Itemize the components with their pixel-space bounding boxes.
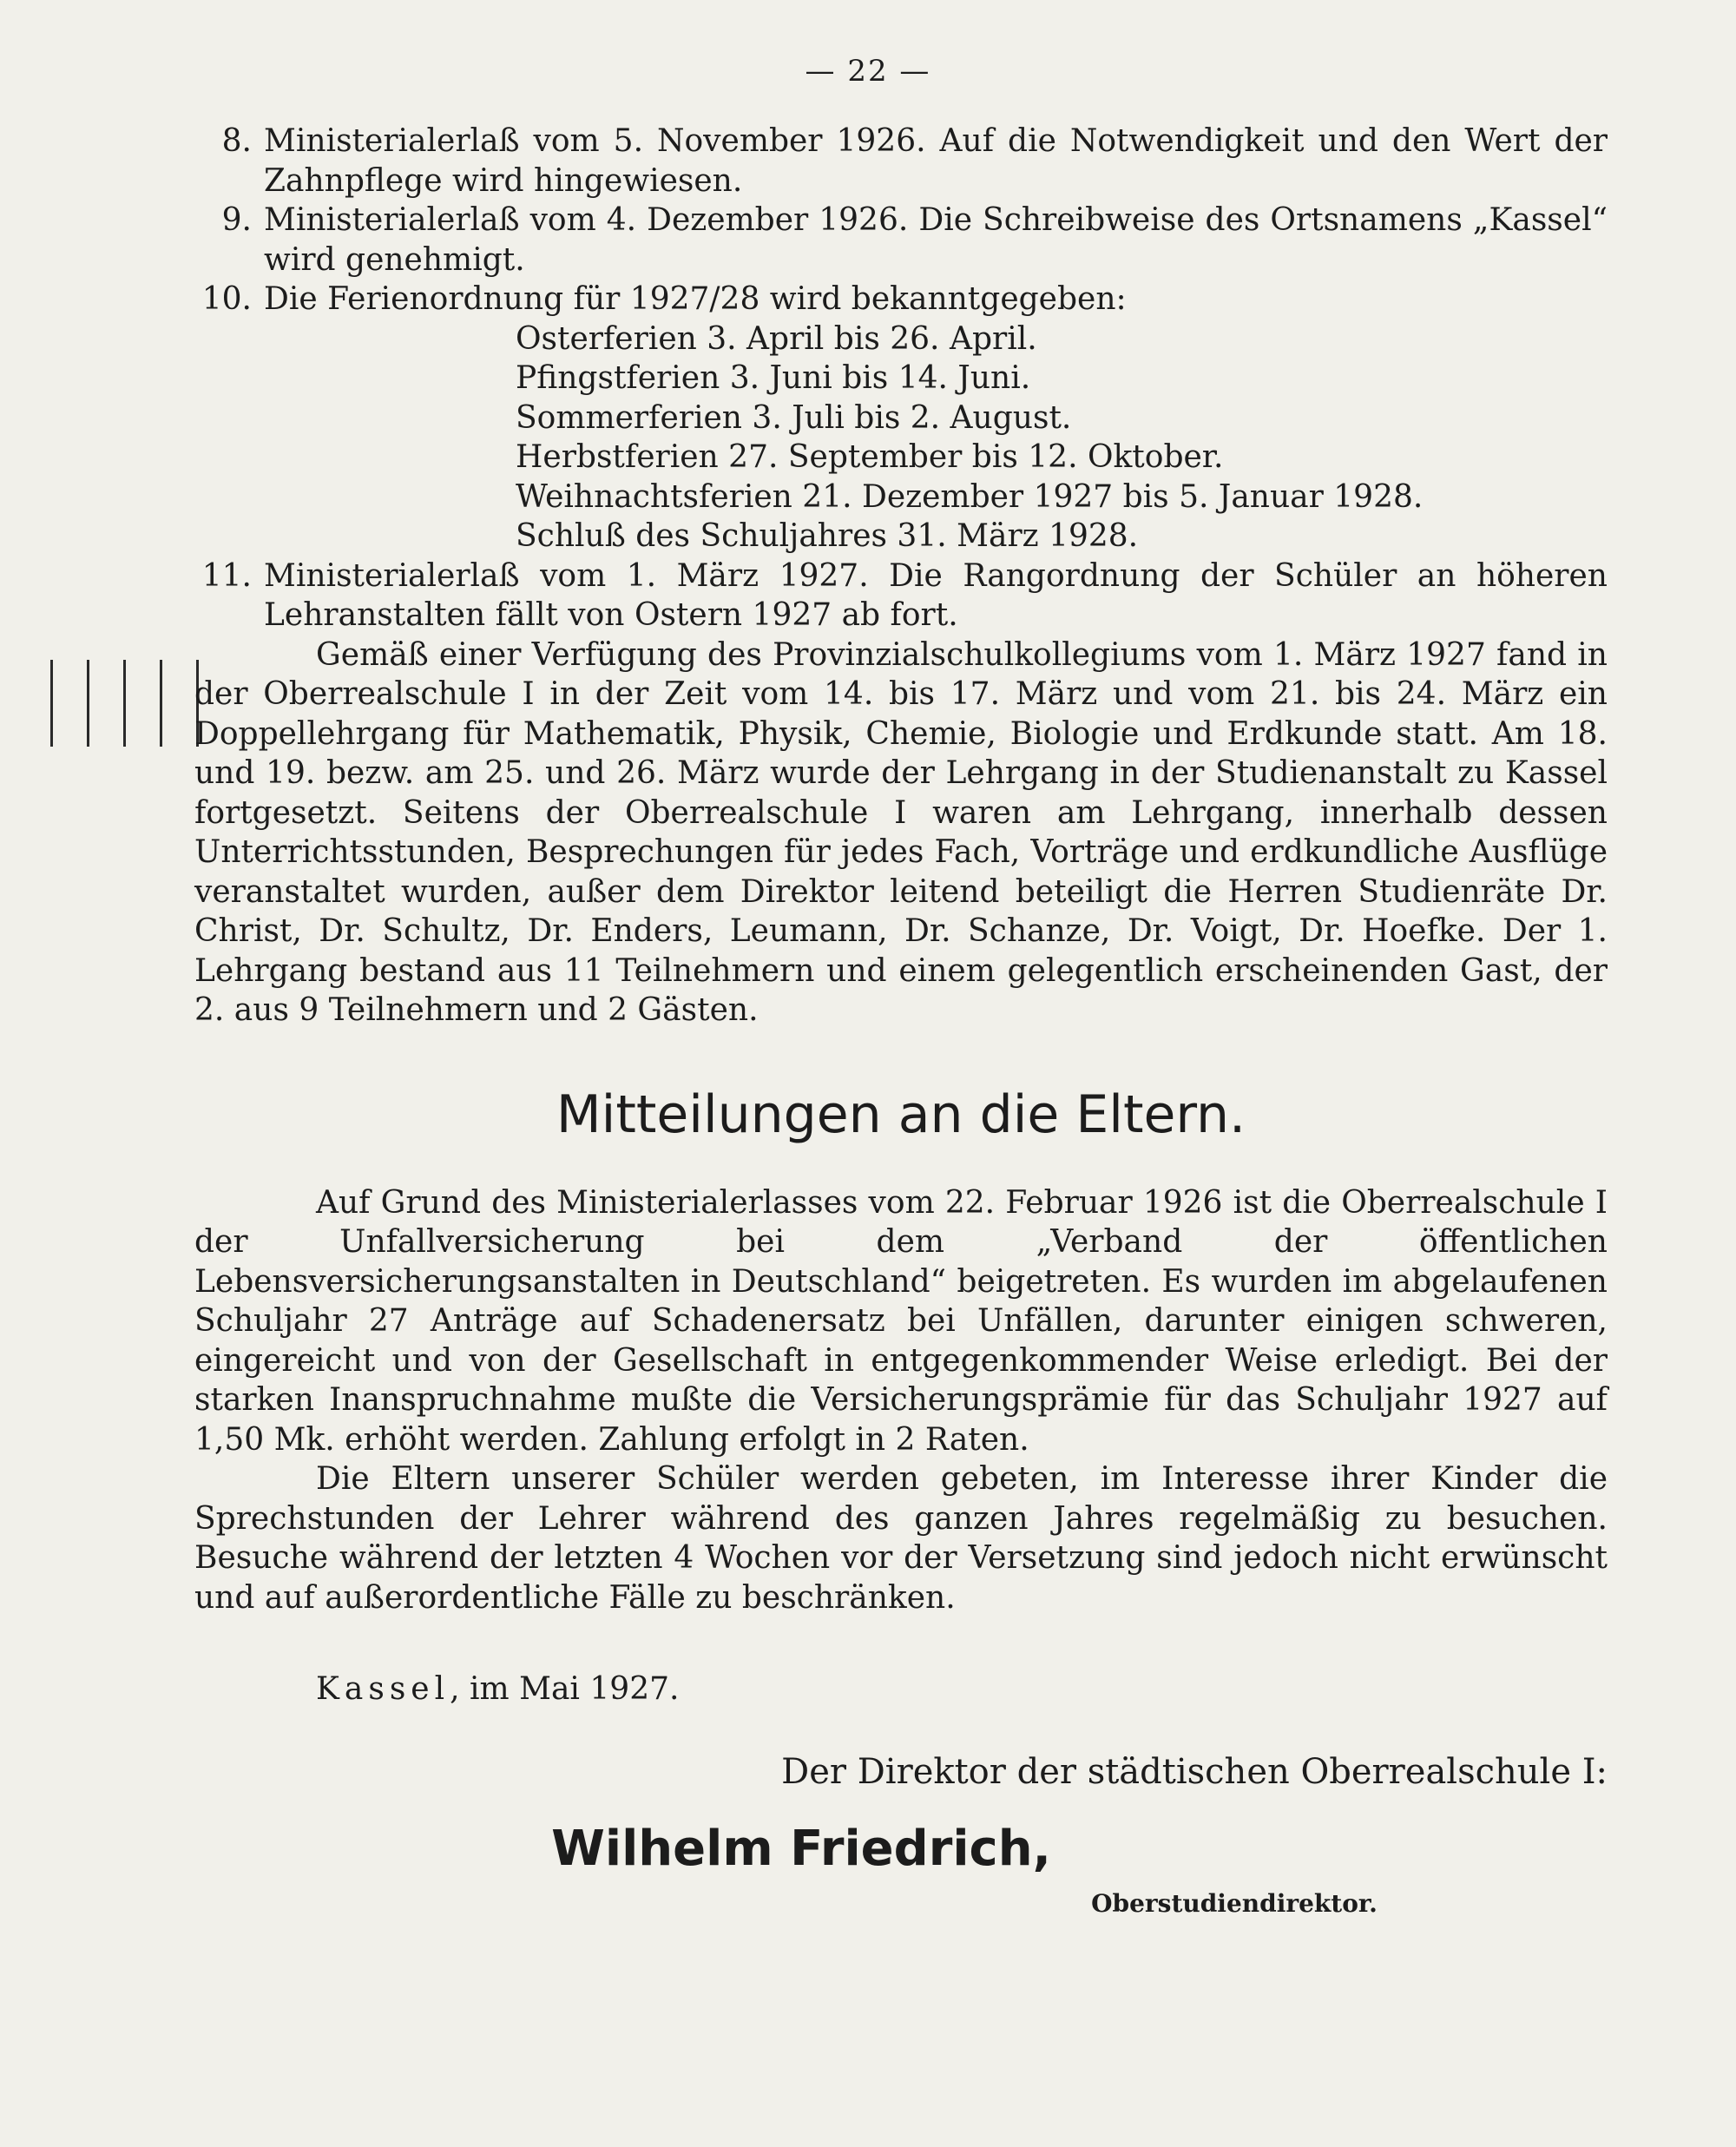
vacation-line: Osterferien 3. April bis 26. April.	[516, 320, 1037, 357]
list-item	[194, 557, 1608, 636]
list-item	[194, 201, 1608, 280]
list-item-number: 9.	[221, 202, 252, 238]
list-item-text: Ministerialerlaß vom 5. November 1926. Auf die Notwendigkeit und den Wert der Zahnpflege wird hingewiesen.	[264, 123, 1608, 199]
place: Kassel	[316, 1671, 450, 1707]
list-item-number: 11.	[201, 557, 252, 594]
list-item	[194, 122, 1608, 201]
margin-marks	[43, 660, 208, 755]
place-date	[316, 1670, 1608, 1709]
vacation-line: Herbstferien 27. September bis 12. Oktober.	[516, 439, 1224, 475]
vacation-schedule	[516, 319, 1608, 557]
signer-title: Der Direktor der städtischen Oberrealschule I:	[781, 1751, 1608, 1792]
vacation-line: Weihnachtsferien 21. Dezember 1927 bis 5. Januar 1928.	[516, 478, 1424, 515]
list-item-text: Ministerialerlaß vom 1. März 1927. Die Rangordnung der Schüler an höheren Lehranstalten fällt von Ostern 1927 ab fort.	[264, 557, 1608, 633]
vacation-line: Schluß des Schuljahres 31. März 1928.	[516, 518, 1139, 554]
document-body	[194, 122, 1608, 1924]
paragraph-versicherung: Auf Grund des Ministerialerlasses vom 22. Februar 1926 ist die Oberrealschule I der Unfallversicherung bei dem „Verband der öffentlichen Lebensversicherungsanstalten in Deutschland“ beigetreten. Es wurden im abgelaufenen Schuljahr 27 Anträge auf Schadenersatz bei Unfällen, darunter einigen schweren, eingereicht und von der Gesellschaft in entgegenkommender Weise erledigt. Bei der starken Inanspruchnahme mußte die Versicherungsprämie für das Schuljahr 1927 auf 1,50 Mk. erhöht werden. Zahlung erfolgt in 2 Raten.	[194, 1184, 1608, 1458]
date: , im Mai 1927.	[450, 1671, 680, 1707]
signer-role: Oberstudiendirektor.	[1091, 1889, 1378, 1918]
list-item-text: Die Ferienordnung für 1927/28 wird bekanntgegeben:	[264, 281, 1127, 317]
signer-name: Wilhelm Friedrich,	[551, 1821, 1051, 1877]
signature-block	[194, 1753, 1608, 1924]
section-heading: Mitteilungen an die Eltern.	[556, 1083, 1246, 1145]
list-item-number: 8.	[221, 123, 252, 159]
paragraph-sprechstunden: Die Eltern unserer Schüler werden gebeten, im Interesse ihrer Kinder die Sprechstunden der Lehrer während des ganzen Jahres regelmäßig zu besuchen. Besuche während der letzten 4 Wochen vor der Versetzung sind jedoch nicht erwünscht und auf außerordentliche Fälle zu beschränken.	[194, 1461, 1608, 1616]
page-number: — 22 —	[805, 54, 931, 89]
vacation-line: Pfingstferien 3. Juni bis 14. Juni.	[516, 360, 1031, 396]
list-item	[194, 280, 1608, 319]
list-item-text: Ministerialerlaß vom 4. Dezember 1926. Die Schreibweise des Ortsnamens „Kassel“ wird genehmigt.	[264, 202, 1608, 278]
paragraph-lehrgang: Gemäß einer Verfügung des Provinzialschulkollegiums vom 1. März 1927 fand in der Oberrealschule I in der Zeit vom 14. bis 17. März und vom 21. bis 24. März ein Doppellehrgang für Mathematik, Physik, Chemie, Biologie und Erdkunde statt. Am 18. und 19. bezw. am 25. und 26. März wurde der Lehrgang in der Studienanstalt zu Kassel fortgesetzt. Seitens der Oberrealschule I waren am Lehrgang, innerhalb dessen Unterrichtsstunden, Besprechungen für jedes Fach, Vorträge und erdkundliche Ausflüge veranstaltet wurden, außer dem Direktor leitend beteiligt die Herren Studienräte Dr. Christ, Dr. Schultz, Dr. Enders, Leumann, Dr. Schanze, Dr. Voigt, Dr. Hoefke. Der 1. Lehrgang bestand aus 11 Teilnehmern und einem gelegentlich erscheinenden Gast, der 2. aus 9 Teilnehmern und 2 Gästen.	[194, 636, 1608, 1028]
vacation-line: Sommerferien 3. Juli bis 2. August.	[516, 399, 1072, 436]
list-item-number: 10.	[201, 281, 252, 317]
